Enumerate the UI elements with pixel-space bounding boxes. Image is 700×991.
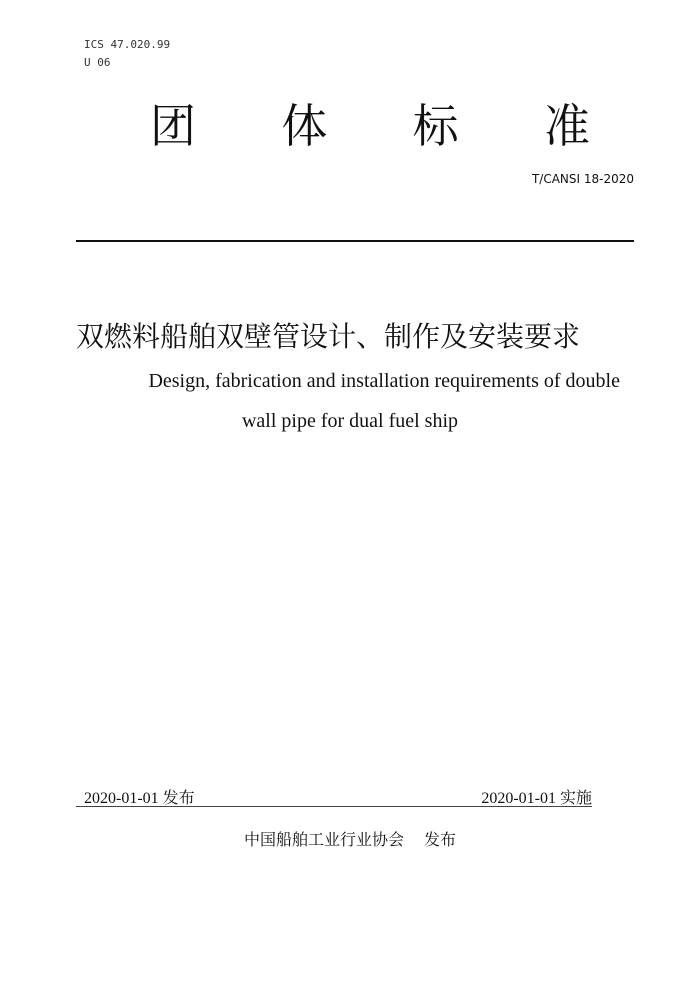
header-divider [76,240,634,242]
footer-divider [76,806,592,807]
english-title-line-1: Design, fabrication and installation requirements of double [148,370,620,392]
publisher-action: 发布 [424,830,457,849]
dates-row [84,788,592,808]
release-date-value: 2020-01-01 [84,790,159,807]
standard-type-char: 团 [150,99,196,153]
document-title-chinese: 双燃料船舶双壁管设计、制作及安装要求 [76,320,581,353]
publisher-name: 中国船舶工业行业协会 [243,830,404,849]
standard-type-char: 准 [543,99,590,153]
standard-type-char: 体 [281,99,328,153]
release-date-label: 发布 [162,788,195,807]
classification-codes [84,36,170,72]
standard-type-char: 标 [412,99,459,153]
effective-date-label: 实施 [559,788,592,807]
ccs-code: U 06 [84,56,111,69]
ics-code: ICS 47.020.99 [84,38,171,51]
document-title-english [80,362,620,440]
effective-date-value: 2020-01-01 [481,790,556,807]
standard-code: T/CANSI 18-2020 [531,172,634,186]
english-title-line-2: wall pipe for dual fuel ship [241,410,459,432]
standard-type-title [150,98,590,154]
publisher-line [0,828,700,852]
